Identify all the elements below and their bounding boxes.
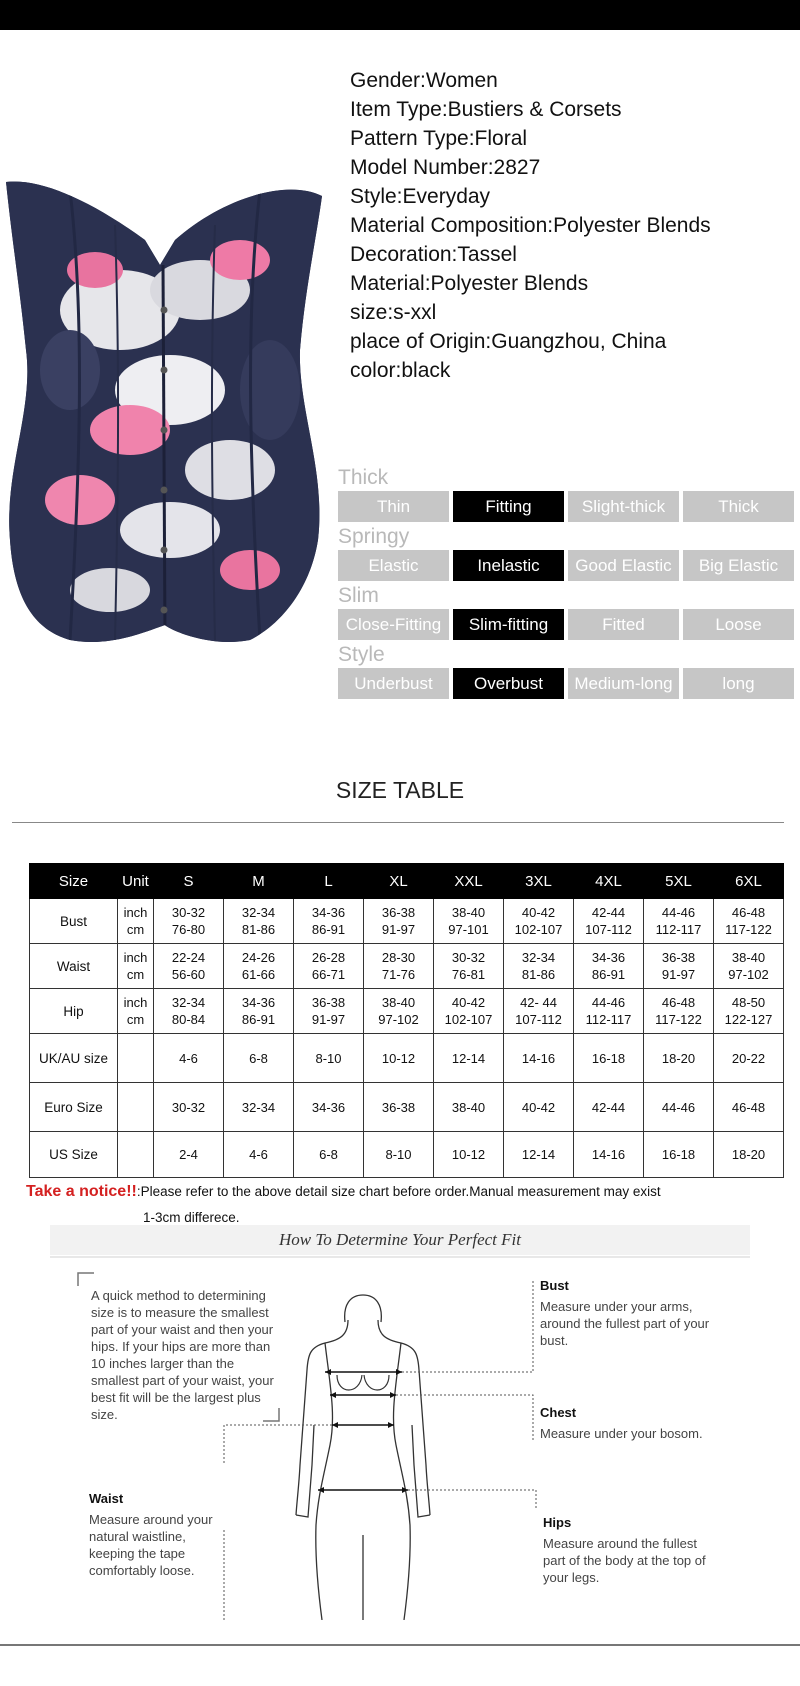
size-cell xyxy=(294,899,364,944)
size-cell: 40-42 xyxy=(504,1083,574,1132)
unit-cell xyxy=(118,899,154,944)
size-cell: 20-22 xyxy=(714,1034,784,1083)
size-cell xyxy=(224,899,294,944)
spec-pattern-type: Pattern Type:Floral xyxy=(350,127,528,150)
col-header: 5XL xyxy=(644,864,714,899)
size-value: 40-42 xyxy=(521,905,556,920)
attr-option: Thick xyxy=(683,491,794,522)
row-header: Waist xyxy=(30,944,118,989)
size-cell: 12-14 xyxy=(504,1132,574,1178)
attr-option: Big Elastic xyxy=(683,550,794,581)
size-value: 36-38 xyxy=(381,905,416,920)
col-header: 4XL xyxy=(574,864,644,899)
col-header: 3XL xyxy=(504,864,574,899)
attr-option: Fitted xyxy=(568,609,679,640)
spec-material: Material:Polyester Blends xyxy=(350,272,589,295)
size-value: 32-34 xyxy=(521,950,556,965)
row-header: UK/AU size xyxy=(30,1034,118,1083)
unit-cell xyxy=(118,944,154,989)
table-row xyxy=(30,944,784,989)
size-cell xyxy=(294,944,364,989)
size-cell: 14-16 xyxy=(504,1034,574,1083)
row-header: Bust xyxy=(30,899,118,944)
attr-row-style xyxy=(338,668,798,701)
size-value: 34-36 xyxy=(591,950,626,965)
size-cell xyxy=(364,989,434,1034)
attr-option: Underbust xyxy=(338,668,449,699)
table-row xyxy=(30,989,784,1034)
size-cell xyxy=(294,989,364,1034)
size-cell xyxy=(644,899,714,944)
size-value: 86-91 xyxy=(311,922,346,937)
size-cell: 10-12 xyxy=(364,1034,434,1083)
unit-cell xyxy=(118,989,154,1034)
attr-row-thick xyxy=(338,491,798,524)
attr-option: Slight-thick xyxy=(568,491,679,522)
size-cell xyxy=(434,989,504,1034)
attr-option: long xyxy=(683,668,794,699)
attr-label-thick: Thick xyxy=(338,466,389,489)
table-row xyxy=(30,899,784,944)
size-value: 86-91 xyxy=(591,967,626,982)
unit-cell xyxy=(118,1034,154,1083)
size-cell xyxy=(714,899,784,944)
col-header: L xyxy=(294,864,364,899)
size-value: 117-122 xyxy=(655,1012,702,1027)
attr-option: Good Elastic xyxy=(568,550,679,581)
unit-label: inch xyxy=(123,905,148,920)
spec-size: size:s-xxl xyxy=(350,301,437,324)
size-cell xyxy=(224,989,294,1034)
size-value: 38-40 xyxy=(451,905,486,920)
size-value: 81-86 xyxy=(241,922,276,937)
size-value: 30-32 xyxy=(451,950,486,965)
divider xyxy=(12,822,784,823)
table-row xyxy=(30,1132,784,1178)
size-value: 36-38 xyxy=(311,995,346,1010)
size-value: 117-122 xyxy=(725,922,772,937)
size-value: 36-38 xyxy=(661,950,696,965)
size-value: 97-102 xyxy=(728,967,769,982)
size-cell xyxy=(504,944,574,989)
size-value: 46-48 xyxy=(731,905,766,920)
attr-option-selected: Fitting xyxy=(453,491,564,522)
size-value: 30-32 xyxy=(171,905,206,920)
attr-option: Close-Fitting xyxy=(338,609,449,640)
size-value: 91-97 xyxy=(381,922,416,937)
size-value: 76-80 xyxy=(171,922,206,937)
size-cell xyxy=(714,944,784,989)
size-table xyxy=(29,863,784,1178)
size-cell: 38-40 xyxy=(434,1083,504,1132)
size-cell xyxy=(364,944,434,989)
bust-text: Measure under your arms, around the fullest part of your bust. xyxy=(540,1299,710,1348)
col-header: Unit xyxy=(118,864,154,899)
chest-text: Measure under your bosom. xyxy=(540,1426,703,1441)
size-value: 42-44 xyxy=(591,905,626,920)
size-value: 26-28 xyxy=(311,950,346,965)
size-value: 38-40 xyxy=(381,995,416,1010)
size-cell xyxy=(154,989,224,1034)
fit-guide xyxy=(50,1225,750,1620)
size-value: 102-107 xyxy=(514,922,563,937)
attr-label-style: Style xyxy=(338,643,385,666)
row-header: Euro Size xyxy=(30,1083,118,1132)
notice xyxy=(26,1183,661,1201)
table-row xyxy=(30,1034,784,1083)
size-cell xyxy=(504,899,574,944)
col-header: 6XL xyxy=(714,864,784,899)
size-cell: 6-8 xyxy=(224,1034,294,1083)
size-value: 46-48 xyxy=(661,995,696,1010)
size-value: 48-50 xyxy=(731,995,766,1010)
size-value: 71-76 xyxy=(381,967,416,982)
attr-option-selected: Overbust xyxy=(453,668,564,699)
size-value: 61-66 xyxy=(241,967,276,982)
size-cell: 2-4 xyxy=(154,1132,224,1178)
size-value: 107-112 xyxy=(585,922,632,937)
size-cell: 34-36 xyxy=(294,1083,364,1132)
size-cell xyxy=(224,944,294,989)
size-value: 40-42 xyxy=(451,995,486,1010)
size-cell xyxy=(644,944,714,989)
size-cell: 10-12 xyxy=(434,1132,504,1178)
size-value: 91-97 xyxy=(311,1012,346,1027)
size-value: 86-91 xyxy=(241,1012,276,1027)
spec-gender: Gender:Women xyxy=(350,69,498,92)
size-value: 102-107 xyxy=(444,1012,493,1027)
unit-label: cm xyxy=(126,922,145,937)
col-header: Size xyxy=(30,864,118,899)
size-value: 44-46 xyxy=(591,995,626,1010)
size-table-header xyxy=(30,864,784,899)
size-value: 38-40 xyxy=(731,950,766,965)
size-value: 112-117 xyxy=(585,1012,632,1027)
size-cell: 8-10 xyxy=(364,1132,434,1178)
size-cell: 18-20 xyxy=(714,1132,784,1178)
size-cell: 4-6 xyxy=(224,1132,294,1178)
col-header: M xyxy=(224,864,294,899)
attr-label-springy: Springy xyxy=(338,525,410,548)
size-cell: 14-16 xyxy=(574,1132,644,1178)
unit-label: cm xyxy=(126,1012,145,1027)
size-value: 97-101 xyxy=(448,922,489,937)
size-cell xyxy=(574,989,644,1034)
size-cell xyxy=(154,899,224,944)
product-spec-list xyxy=(350,66,790,385)
size-value: 34-36 xyxy=(241,995,276,1010)
size-cell: 32-34 xyxy=(224,1083,294,1132)
table-row xyxy=(30,1083,784,1132)
size-cell xyxy=(574,899,644,944)
divider xyxy=(0,1644,800,1646)
bust-title: Bust xyxy=(540,1278,569,1293)
size-value: 28-30 xyxy=(381,950,416,965)
spec-material-composition: Material Composition:Polyester Blends xyxy=(350,214,711,237)
row-header: Hip xyxy=(30,989,118,1034)
unit-label: cm xyxy=(126,967,145,982)
size-cell: 30-32 xyxy=(154,1083,224,1132)
spec-color: color:black xyxy=(350,359,451,382)
size-cell xyxy=(434,944,504,989)
size-value: 34-36 xyxy=(311,905,346,920)
size-value: 32-34 xyxy=(171,995,206,1010)
attr-row-slim xyxy=(338,609,798,642)
size-value: 91-97 xyxy=(661,967,696,982)
attr-option: Elastic xyxy=(338,550,449,581)
spec-model-number: Model Number:2827 xyxy=(350,156,541,179)
size-value: 42- 44 xyxy=(520,995,557,1010)
size-cell: 8-10 xyxy=(294,1034,364,1083)
size-cell xyxy=(644,989,714,1034)
fit-guide-intro: A quick method to determining size is to measure the smallest part of your waist and then your hips. If your hips are more than 10 inches larger than the smallest part of your waist, your best fit will be the largest plus size. xyxy=(91,1288,274,1422)
notice-text: :Please refer to the above detail size chart before order.Manual measurement may exist xyxy=(136,1184,661,1199)
size-cell xyxy=(714,989,784,1034)
size-value: 112-117 xyxy=(655,922,702,937)
hips-text: Measure around the fullest part of the body at the top of your legs. xyxy=(543,1536,706,1585)
unit-label: inch xyxy=(123,950,148,965)
size-cell xyxy=(574,944,644,989)
size-cell xyxy=(434,899,504,944)
attr-label-slim: Slim xyxy=(338,584,379,607)
attr-option: Loose xyxy=(683,609,794,640)
size-value: 76-81 xyxy=(451,967,486,982)
row-header: US Size xyxy=(30,1132,118,1178)
size-cell: 12-14 xyxy=(434,1034,504,1083)
size-value: 24-26 xyxy=(241,950,276,965)
size-cell: 4-6 xyxy=(154,1034,224,1083)
size-cell: 16-18 xyxy=(574,1034,644,1083)
size-value: 81-86 xyxy=(521,967,556,982)
size-value: 66-71 xyxy=(311,967,346,982)
attr-option-selected: Slim-fitting xyxy=(453,609,564,640)
unit-label: inch xyxy=(123,995,148,1010)
notice-label: Take a notice!! xyxy=(26,1183,137,1200)
size-cell: 44-46 xyxy=(644,1083,714,1132)
size-cell: 6-8 xyxy=(294,1132,364,1178)
size-value: 44-46 xyxy=(661,905,696,920)
chest-title: Chest xyxy=(540,1405,577,1420)
size-value: 107-112 xyxy=(515,1012,562,1027)
size-value: 56-60 xyxy=(171,967,206,982)
waist-title: Waist xyxy=(89,1491,124,1506)
attr-option: Medium-long xyxy=(568,668,679,699)
size-cell xyxy=(154,944,224,989)
size-cell: 16-18 xyxy=(644,1132,714,1178)
size-value: 97-102 xyxy=(378,1012,419,1027)
col-header: XXL xyxy=(434,864,504,899)
attribute-chart xyxy=(338,465,798,701)
spec-place-of-origin: place of Origin:Guangzhou, China xyxy=(350,330,667,353)
col-header: XL xyxy=(364,864,434,899)
size-cell: 42-44 xyxy=(574,1083,644,1132)
size-value: 22-24 xyxy=(171,950,206,965)
size-cell: 18-20 xyxy=(644,1034,714,1083)
spec-style: Style:Everyday xyxy=(350,185,491,208)
size-cell: 46-48 xyxy=(714,1083,784,1132)
size-cell: 36-38 xyxy=(364,1083,434,1132)
attr-row-springy xyxy=(338,550,798,583)
waist-text: Measure around your natural waistline, keeping the tape comfortably loose. xyxy=(89,1512,213,1578)
corset-product-image xyxy=(0,170,330,650)
top-bar xyxy=(0,0,800,30)
size-value: 122-127 xyxy=(724,1012,773,1027)
notice-text-continued: 1-3cm differece. xyxy=(143,1210,240,1225)
attr-option: Thin xyxy=(338,491,449,522)
unit-cell xyxy=(118,1083,154,1132)
col-header: S xyxy=(154,864,224,899)
hips-title: Hips xyxy=(543,1515,572,1530)
spec-item-type: Item Type:Bustiers & Corsets xyxy=(350,98,622,121)
spec-decoration: Decoration:Tassel xyxy=(350,243,517,266)
unit-cell xyxy=(118,1132,154,1178)
size-value: 80-84 xyxy=(171,1012,206,1027)
size-value: 32-34 xyxy=(241,905,276,920)
attr-option-selected: Inelastic xyxy=(453,550,564,581)
size-cell xyxy=(504,989,574,1034)
size-table-title: SIZE TABLE xyxy=(335,777,465,803)
size-cell xyxy=(364,899,434,944)
fit-guide-title: How To Determine Your Perfect Fit xyxy=(50,1225,750,1255)
